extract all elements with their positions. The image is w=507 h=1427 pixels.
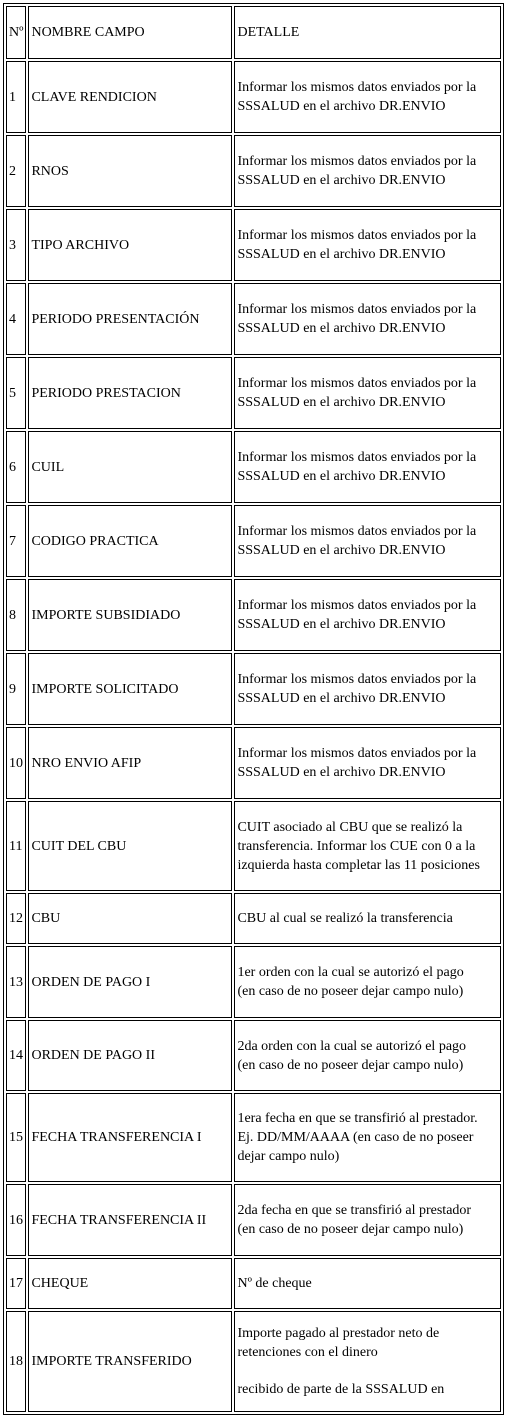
table-row [6, 61, 501, 133]
detail-line: (en caso de no poseer dejar campo nulo) [237, 1057, 464, 1073]
detail-line: retenciones con el dinero [237, 1345, 378, 1360]
row-field-name: CUIL [28, 431, 232, 503]
table-row [6, 946, 501, 1018]
header-num: Nº [6, 6, 26, 59]
fields-table [3, 3, 504, 1415]
row-field-name: CUIT DEL CBU [28, 801, 232, 891]
detail-line: 2da orden con la cual se autorizó el pago [237, 1038, 467, 1054]
table-row [6, 209, 501, 281]
detail-line: Informar los mismos datos enviados por la [237, 450, 477, 465]
detail-line: 1era fecha en que se transfirió al prestador. [237, 1111, 478, 1126]
row-detail [234, 209, 501, 281]
row-detail [234, 893, 501, 944]
row-field-name: ORDEN DE PAGO II [28, 1020, 232, 1091]
row-num: 18 [6, 1311, 26, 1412]
row-detail [234, 1184, 501, 1256]
detail-line: SSSALUD en el archivo DR.ENVIO [237, 543, 446, 558]
row-num: 4 [6, 283, 26, 355]
row-detail [234, 505, 501, 577]
row-field-name: CBU [28, 893, 232, 944]
row-field-name: TIPO ARCHIVO [28, 209, 232, 281]
row-num: 12 [6, 893, 26, 944]
detail-line: SSSALUD en el archivo DR.ENVIO [237, 469, 446, 484]
row-field-name: IMPORTE SUBSIDIADO [28, 579, 232, 651]
table-row [6, 579, 501, 651]
detail-line: Informar los mismos datos enviados por la [237, 598, 477, 613]
detail-line: SSSALUD en el archivo DR.ENVIO [237, 99, 446, 114]
detail-line: CUIT asociado al CBU que se realizó la [237, 819, 463, 835]
row-detail [234, 946, 501, 1018]
row-field-name: CODIGO PRACTICA [28, 505, 232, 577]
table-row [6, 357, 501, 429]
row-detail [234, 727, 501, 799]
row-field-name: CHEQUE [28, 1258, 232, 1309]
detail-line: Informar los mismos datos enviados por la [237, 672, 477, 687]
row-detail [234, 1020, 501, 1091]
row-detail [234, 431, 501, 503]
row-field-name: FECHA TRANSFERENCIA II [28, 1184, 232, 1256]
row-detail [234, 61, 501, 133]
row-field-name: NRO ENVIO AFIP [28, 727, 232, 799]
table-row [6, 653, 501, 725]
detail-line: Importe pagado al prestador neto de [237, 1326, 440, 1341]
row-num: 17 [6, 1258, 26, 1309]
row-detail [234, 283, 501, 355]
row-num: 11 [6, 801, 26, 891]
row-num: 3 [6, 209, 26, 281]
table-row [6, 1020, 501, 1091]
detail-line: Informar los mismos datos enviados por la [237, 154, 477, 169]
detail-line: 2da fecha en que se transfirió al prestador [237, 1203, 472, 1218]
row-detail [234, 135, 501, 207]
row-field-name: RNOS [28, 135, 232, 207]
row-num: 6 [6, 431, 26, 503]
detail-line: Nº de cheque [237, 1276, 312, 1291]
detail-line: Informar los mismos datos enviados por la [237, 228, 477, 243]
detail-line: (en caso de no poseer dejar campo nulo) [237, 984, 464, 999]
detail-line: Informar los mismos datos enviados por la [237, 524, 477, 539]
table-row [6, 505, 501, 577]
detail-line: CBU al cual se realizó la transferencia [237, 911, 453, 926]
detail-line: SSSALUD en el archivo DR.ENVIO [237, 247, 446, 262]
table-row [6, 893, 501, 944]
detail-line-spacer [237, 1362, 498, 1380]
row-field-name: PERIODO PRESENTACIÓN [28, 283, 232, 355]
table-row [6, 283, 501, 355]
detail-line: SSSALUD en el archivo DR.ENVIO [237, 173, 446, 188]
row-detail [234, 1311, 501, 1412]
row-num: 9 [6, 653, 26, 725]
row-field-name: IMPORTE TRANSFERIDO [28, 1311, 232, 1412]
detail-line: Informar los mismos datos enviados por la [237, 302, 477, 317]
table-row [6, 1184, 501, 1256]
table-row [6, 727, 501, 799]
header-detail: DETALLE [234, 6, 501, 59]
row-field-name: ORDEN DE PAGO I [28, 946, 232, 1018]
table-header-row [6, 6, 501, 59]
table-row [6, 1311, 501, 1412]
row-num: 13 [6, 946, 26, 1018]
row-num: 14 [6, 1020, 26, 1091]
table-row [6, 431, 501, 503]
row-detail [234, 1258, 501, 1309]
detail-line: Informar los mismos datos enviados por la [237, 746, 477, 761]
table-row [6, 1258, 501, 1309]
detail-line: SSSALUD en el archivo DR.ENVIO [237, 765, 446, 780]
row-num: 2 [6, 135, 26, 207]
detail-line: recibido de parte de la SSSALUD en [237, 1382, 445, 1397]
row-field-name: PERIODO PRESTACION [28, 357, 232, 429]
row-num: 10 [6, 727, 26, 799]
detail-line: Informar los mismos datos enviados por la [237, 376, 477, 391]
detail-line: dejar campo nulo) [237, 1149, 340, 1164]
table-row [6, 801, 501, 891]
row-num: 8 [6, 579, 26, 651]
detail-line: izquierda hasta completar las 11 posiciones [237, 857, 480, 873]
row-detail [234, 653, 501, 725]
row-detail [234, 357, 501, 429]
detail-line: (en caso de no poseer dejar campo nulo) [237, 1222, 464, 1237]
row-num: 7 [6, 505, 26, 577]
row-field-name: CLAVE RENDICION [28, 61, 232, 133]
row-num: 15 [6, 1093, 26, 1182]
table-row [6, 1093, 501, 1182]
detail-line: SSSALUD en el archivo DR.ENVIO [237, 617, 446, 632]
row-num: 16 [6, 1184, 26, 1256]
detail-line: SSSALUD en el archivo DR.ENVIO [237, 691, 446, 706]
row-field-name: IMPORTE SOLICITADO [28, 653, 232, 725]
table-row [6, 135, 501, 207]
row-num: 5 [6, 357, 26, 429]
detail-line: 1er orden con la cual se autorizó el pago [237, 965, 464, 980]
detail-line: SSSALUD en el archivo DR.ENVIO [237, 321, 446, 336]
row-num: 1 [6, 61, 26, 133]
detail-line: Informar los mismos datos enviados por la [237, 80, 477, 95]
row-detail [234, 801, 501, 891]
detail-line: Ej. DD/MM/AAAA (en caso de no poseer [237, 1130, 474, 1145]
header-name: NOMBRE CAMPO [28, 6, 232, 59]
detail-line: SSSALUD en el archivo DR.ENVIO [237, 395, 446, 410]
row-detail [234, 1093, 501, 1182]
detail-line: transferencia. Informar los CUE con 0 a la [237, 838, 476, 854]
row-detail [234, 579, 501, 651]
row-field-name: FECHA TRANSFERENCIA I [28, 1093, 232, 1182]
